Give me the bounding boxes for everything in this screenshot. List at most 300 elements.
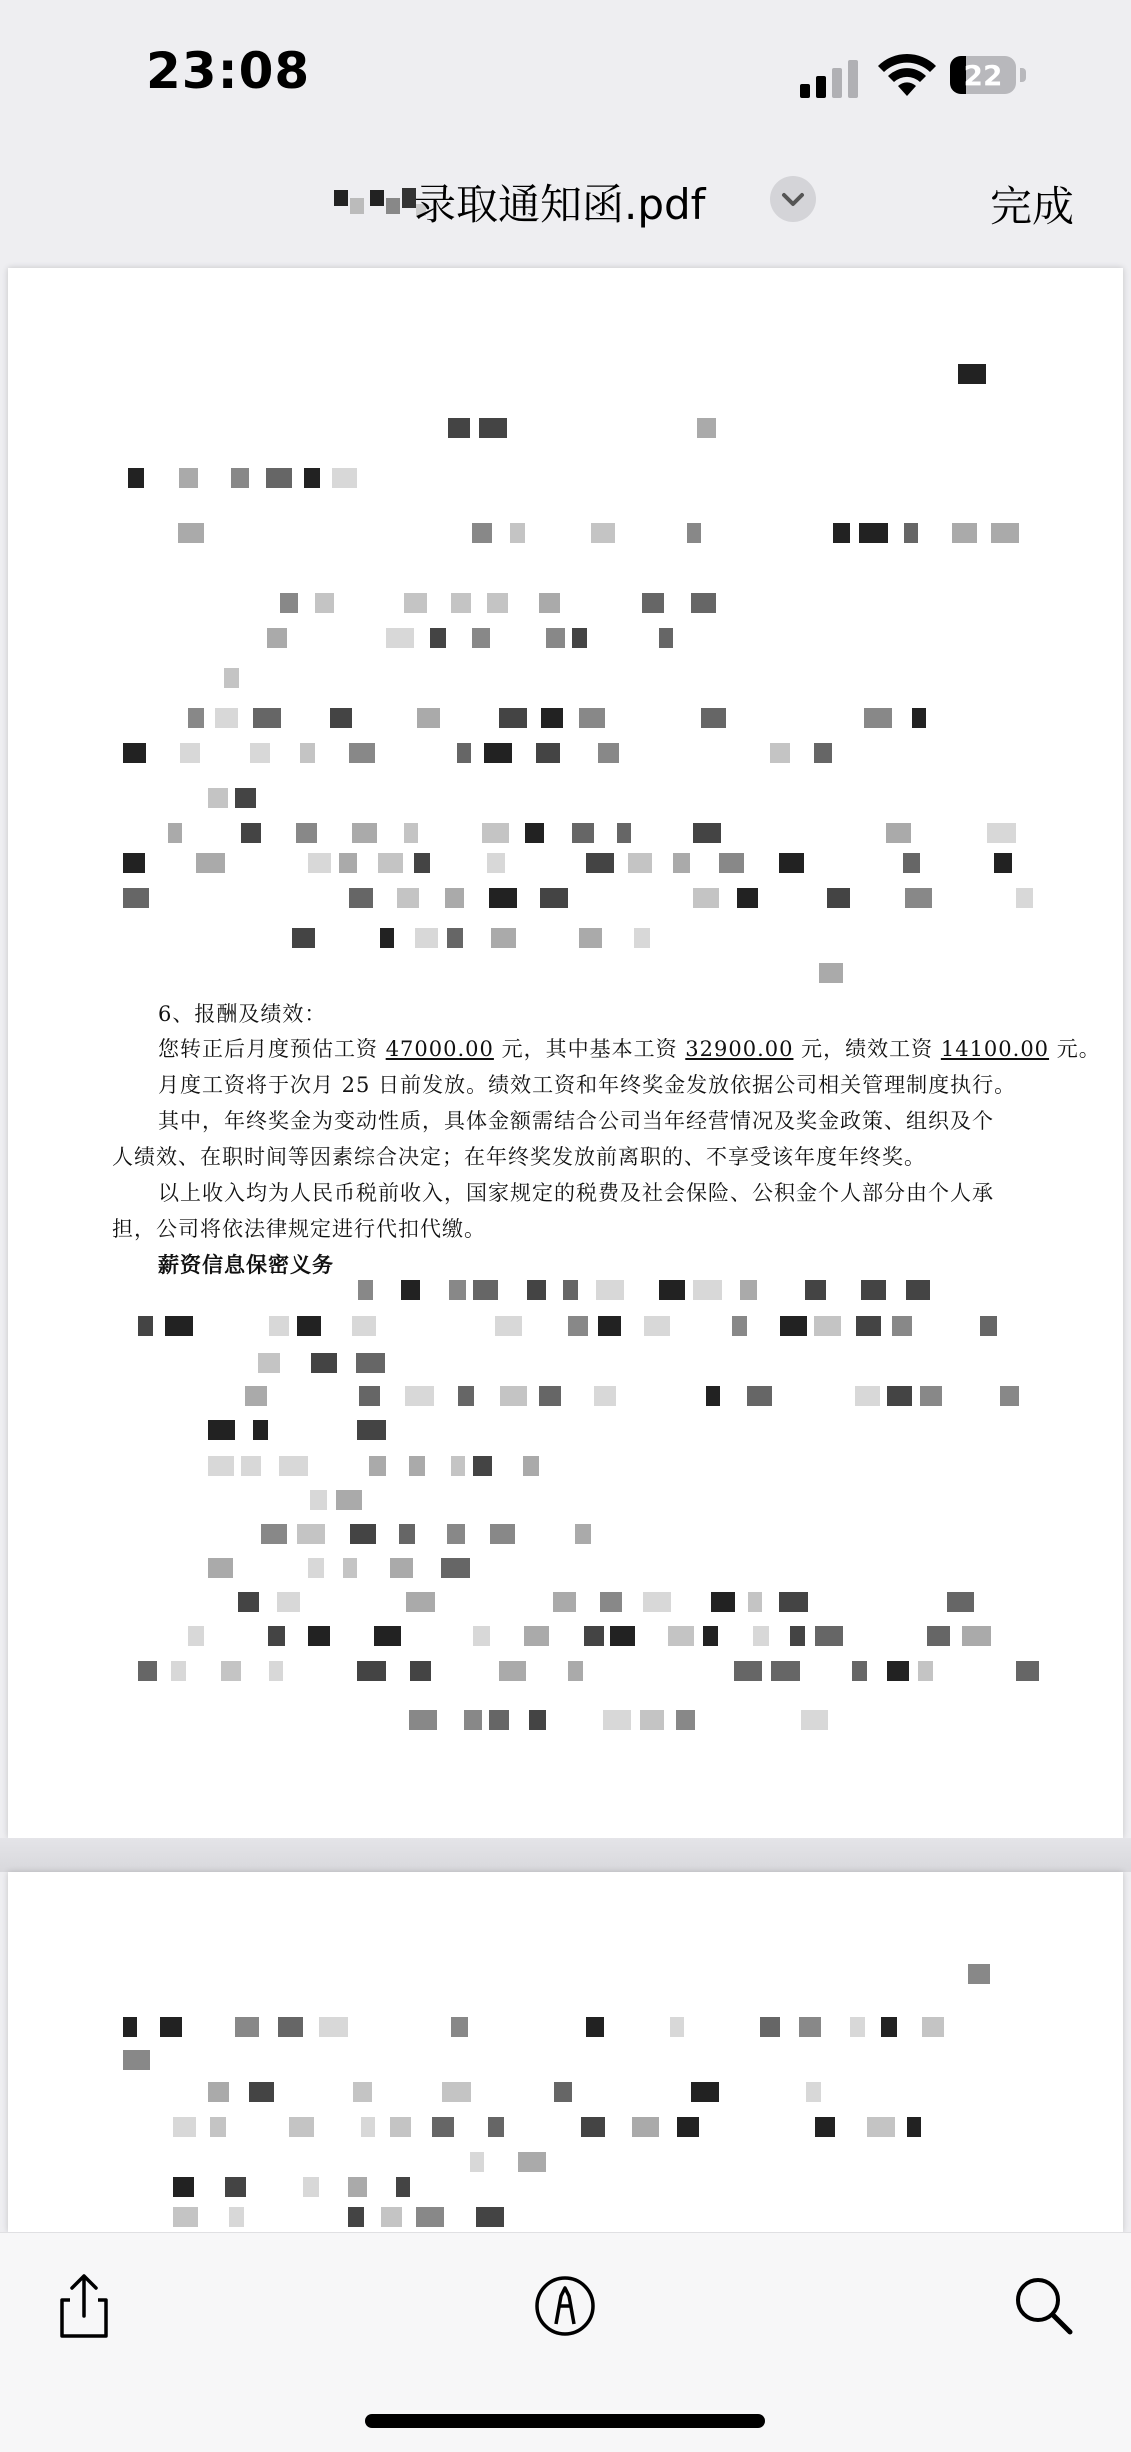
- redaction-block: [554, 2082, 572, 2102]
- redaction-block: [269, 1661, 283, 1681]
- redaction-block: [123, 888, 149, 908]
- redaction-block: [572, 628, 587, 648]
- redaction-block: [748, 1592, 762, 1612]
- pdf-page-1[interactable]: [8, 268, 1123, 1838]
- redaction-block: [464, 1710, 482, 1730]
- redaction-block: [912, 708, 926, 728]
- salary-line: [158, 1033, 1101, 1063]
- redaction-block: [747, 1386, 772, 1406]
- redaction-block: [348, 2207, 364, 2227]
- redaction-block: [779, 853, 804, 873]
- redaction-block: [659, 1280, 685, 1300]
- redaction-block: [451, 593, 471, 613]
- redaction-block: [138, 1316, 153, 1336]
- redaction-block: [245, 1386, 267, 1406]
- redaction-block: [267, 628, 287, 648]
- redaction-block: [987, 823, 1016, 843]
- title-menu-button[interactable]: [770, 176, 816, 222]
- redaction-block: [473, 1280, 498, 1300]
- redaction-block: [523, 1456, 539, 1476]
- redaction-block: [644, 1316, 670, 1336]
- redaction-block: [289, 2117, 314, 2137]
- redaction-block: [980, 1316, 997, 1336]
- redaction-block: [470, 2152, 484, 2172]
- redaction-block: [861, 1280, 886, 1300]
- redaction-block: [770, 743, 790, 763]
- redaction-block: [160, 2017, 182, 2037]
- redaction-block: [336, 1490, 362, 1510]
- redaction-block: [805, 1280, 826, 1300]
- redaction-block: [442, 2082, 471, 2102]
- redaction-block: [596, 1280, 624, 1300]
- markup-icon: [525, 2266, 605, 2346]
- redaction-block: [221, 1661, 241, 1681]
- redaction-block: [378, 853, 403, 873]
- redaction-block: [208, 788, 228, 808]
- redaction-block: [241, 823, 261, 843]
- redaction-block: [579, 928, 602, 948]
- redaction-block: [369, 1456, 386, 1476]
- redaction-block: [958, 364, 986, 384]
- redaction-block: [308, 853, 331, 873]
- redaction-block: [668, 1626, 694, 1646]
- markup-button[interactable]: [525, 2266, 605, 2346]
- redaction-block: [138, 1661, 157, 1681]
- redaction-block: [753, 1626, 769, 1646]
- redaction-block: [401, 1280, 420, 1300]
- redaction-block: [584, 1626, 604, 1646]
- redaction-block: [350, 1524, 376, 1544]
- redaction-block: [374, 1626, 401, 1646]
- redaction-block: [490, 1524, 515, 1544]
- redaction-block: [852, 1661, 867, 1681]
- salary-text: 元，绩效工资: [801, 1037, 934, 1061]
- redaction-block: [457, 743, 471, 763]
- redaction-block: [693, 888, 719, 908]
- redaction-block: [676, 1710, 695, 1730]
- redaction-block: [178, 523, 204, 543]
- redaction-block: [173, 2177, 194, 2197]
- redaction-block: [991, 523, 1019, 543]
- redaction-block: [632, 2117, 659, 2137]
- redaction-block: [806, 2082, 821, 2102]
- redaction-block: [487, 593, 508, 613]
- redaction-block: [799, 2017, 821, 2037]
- paragraph-line: 月度工资将于次月 25 日前发放。绩效工资和年终奖金发放依据公司相关管理制度执行。: [158, 1073, 1017, 1097]
- redaction-block: [414, 853, 430, 873]
- redaction-block: [927, 1626, 950, 1646]
- redaction-block: [396, 2177, 410, 2197]
- redaction-block: [711, 1592, 735, 1612]
- home-indicator: [365, 2414, 765, 2428]
- redaction-block: [677, 2117, 699, 2137]
- redaction-block: [819, 963, 843, 983]
- redaction-block: [417, 708, 440, 728]
- redaction-block: [404, 823, 418, 843]
- redaction-block: [510, 523, 525, 543]
- redaction-block: [308, 1626, 330, 1646]
- redaction-block: [572, 823, 594, 843]
- redaction-block: [128, 468, 144, 488]
- redaction-block: [539, 593, 560, 613]
- redaction-block: [687, 523, 701, 543]
- redaction-block: [691, 2082, 719, 2102]
- battery-icon: [950, 56, 1030, 94]
- redaction-block: [484, 743, 512, 763]
- redaction-block: [123, 853, 145, 873]
- redaction-block: [241, 1456, 261, 1476]
- redaction-block: [598, 1316, 621, 1336]
- redaction-block: [432, 2117, 454, 2137]
- redaction-block: [541, 708, 563, 728]
- redaction-block: [208, 2082, 229, 2102]
- redaction-block: [482, 823, 509, 843]
- redaction-block: [719, 853, 744, 873]
- redaction-block: [173, 2207, 198, 2227]
- redaction-block: [397, 888, 419, 908]
- paragraph-line: 担，公司将依法律规定进行代扣代缴。: [112, 1217, 486, 1241]
- redaction-block: [292, 928, 315, 948]
- redaction-block: [277, 1592, 300, 1612]
- redaction-block: [231, 468, 249, 488]
- redaction-block: [887, 1661, 909, 1681]
- redaction-block: [491, 928, 516, 948]
- redaction-block: [253, 1420, 268, 1440]
- redaction-block: [238, 1592, 259, 1612]
- redaction-block: [634, 928, 650, 948]
- redaction-block: [734, 1661, 762, 1681]
- redaction-block: [499, 1661, 526, 1681]
- paragraph-line: 人绩效、在职时间等因素综合决定；在年终奖发放前离职的、不享受该年度年终奖。: [112, 1145, 926, 1169]
- redaction-block: [339, 853, 357, 873]
- redaction-block: [553, 1592, 576, 1612]
- redaction-block: [188, 1626, 204, 1646]
- redaction-block: [703, 1626, 718, 1646]
- share-icon: [44, 2266, 124, 2346]
- redaction-block: [691, 593, 716, 613]
- redaction-block: [406, 1592, 435, 1612]
- redaction-block: [380, 928, 394, 948]
- redaction-block: [311, 1353, 337, 1373]
- search-icon: [1004, 2266, 1084, 2346]
- redaction-block: [343, 1558, 357, 1578]
- redaction-block: [409, 1456, 425, 1476]
- redaction-block: [850, 2017, 865, 2037]
- redaction-block: [563, 1280, 578, 1300]
- redaction-block: [179, 468, 198, 488]
- redaction-block: [962, 1626, 991, 1646]
- redaction-block: [235, 2017, 259, 2037]
- paragraph-heading: 6、报酬及绩效：: [158, 1002, 327, 1026]
- redaction-block: [253, 708, 281, 728]
- redaction-block: [867, 2117, 895, 2137]
- redaction-block: [353, 2082, 372, 2102]
- redaction-block: [673, 853, 690, 873]
- redaction-block: [188, 708, 204, 728]
- redaction-block: [864, 708, 892, 728]
- status-time: 23:08: [146, 42, 311, 100]
- redaction-block: [947, 1592, 974, 1612]
- redaction-block: [833, 523, 850, 543]
- redaction-block: [315, 593, 334, 613]
- redaction-block: [349, 888, 373, 908]
- redaction-block: [173, 2117, 196, 2137]
- redaction-block: [586, 2017, 604, 2037]
- redaction-block: [473, 1626, 490, 1646]
- performance-salary-value: 14100.00: [940, 1037, 1050, 1061]
- redaction-block: [404, 593, 427, 613]
- redaction-block: [827, 888, 850, 908]
- redaction-block: [994, 853, 1012, 873]
- redaction-block: [856, 1316, 881, 1336]
- redaction-block: [399, 1524, 415, 1544]
- redaction-block: [697, 418, 716, 438]
- redaction-block: [448, 418, 470, 438]
- share-button[interactable]: [44, 2266, 124, 2346]
- redaction-block: [586, 853, 614, 873]
- redaction-block: [308, 1558, 324, 1578]
- redaction-block: [628, 853, 652, 873]
- redaction-block: [168, 823, 182, 843]
- redaction-block: [524, 1626, 549, 1646]
- redaction-block: [539, 1386, 561, 1406]
- redaction-block: [476, 2207, 504, 2227]
- redaction-block: [760, 2017, 780, 2037]
- redaction-block: [706, 1386, 720, 1406]
- redaction-block: [771, 1661, 800, 1681]
- redaction-block: [815, 1626, 843, 1646]
- redaction-block: [610, 1626, 635, 1646]
- redaction-block: [529, 1710, 546, 1730]
- redaction-block: [473, 1456, 492, 1476]
- redaction-block: [591, 523, 615, 543]
- redaction-block: [918, 1661, 933, 1681]
- redaction-block: [451, 1456, 465, 1476]
- redaction-block: [536, 743, 560, 763]
- redaction-block: [268, 1626, 285, 1646]
- redaction-block: [887, 1386, 912, 1406]
- redaction-block: [300, 743, 315, 763]
- redaction-block: [349, 743, 375, 763]
- redaction-block: [357, 1420, 386, 1440]
- redaction-block: [224, 668, 239, 688]
- redaction-block: [640, 1710, 664, 1730]
- redaction-block: [527, 1280, 546, 1300]
- redaction-block: [357, 1661, 386, 1681]
- redaction-block: [495, 1316, 522, 1336]
- redaction-block: [1000, 1386, 1019, 1406]
- redaction-block: [892, 1316, 912, 1336]
- redaction-block: [603, 1710, 631, 1730]
- redaction-block: [123, 743, 146, 763]
- redaction-block: [458, 1386, 474, 1406]
- redaction-block: [693, 1280, 722, 1300]
- salary-text: 元。: [1056, 1037, 1101, 1061]
- redaction-block: [670, 2017, 684, 2037]
- redaction-block: [814, 743, 832, 763]
- redaction-block: [215, 708, 238, 728]
- salary-text: 您转正后月度预估工资: [158, 1037, 378, 1061]
- redaction-block: [358, 1280, 373, 1300]
- document-title: 录取通知函.pdf: [414, 180, 706, 229]
- redaction-block: [737, 888, 758, 908]
- redaction-block: [1016, 888, 1033, 908]
- salary-text: 元，其中基本工资: [501, 1037, 678, 1061]
- redaction-block: [701, 708, 726, 728]
- redaction-block: [968, 1964, 990, 1984]
- redaction-block: [235, 788, 256, 808]
- redaction-block: [332, 468, 357, 488]
- redaction-block: [210, 2117, 226, 2137]
- redaction-block: [903, 853, 920, 873]
- chevron-down-icon: [770, 176, 816, 222]
- redaction-block: [447, 1524, 465, 1544]
- redaction-block: [381, 2207, 402, 2227]
- done-button[interactable]: 完成: [990, 182, 1075, 231]
- redaction-block: [430, 628, 446, 648]
- pdf-page-2[interactable]: [8, 1872, 1123, 2232]
- monthly-salary-value: 47000.00: [385, 1037, 494, 1061]
- redaction-block: [352, 1316, 376, 1336]
- redaction-block: [575, 1524, 591, 1544]
- redaction-block: [390, 1558, 413, 1578]
- redaction-block: [487, 853, 505, 873]
- redaction-block: [208, 1420, 235, 1440]
- redaction-block: [922, 2017, 944, 2037]
- redaction-block: [732, 1316, 747, 1336]
- redaction-block: [405, 1386, 434, 1406]
- redaction-block: [359, 1386, 380, 1406]
- redaction-block: [780, 1316, 807, 1336]
- redaction-block: [1016, 1661, 1039, 1681]
- redaction-block: [859, 523, 888, 543]
- paragraph-line: 以上收入均为人民币税前收入，国家规定的税费及社会保险、公积金个人部分由个人承: [158, 1181, 994, 1205]
- redaction-block: [886, 823, 911, 843]
- redaction-block: [740, 1280, 757, 1300]
- redaction-block: [258, 1353, 280, 1373]
- redaction-block: [250, 743, 270, 763]
- redaction-block: [449, 1280, 466, 1300]
- redaction-block: [279, 1456, 308, 1476]
- redaction-block: [123, 2050, 150, 2070]
- redaction-block: [489, 888, 517, 908]
- redaction-block: [303, 2177, 319, 2197]
- redaction-block: [390, 2117, 411, 2137]
- wifi-icon: [878, 52, 936, 96]
- redaction-block: [196, 853, 225, 873]
- redaction-block: [297, 1524, 325, 1544]
- cellular-signal-icon: [800, 58, 862, 98]
- redaction-block: [568, 1316, 588, 1336]
- redaction-block: [643, 1592, 671, 1612]
- redaction-block: [180, 743, 200, 763]
- redaction-block: [568, 1661, 583, 1681]
- base-salary-value: 32900.00: [685, 1037, 794, 1061]
- redaction-block: [304, 468, 320, 488]
- redaction-block: [266, 468, 292, 488]
- redaction-block: [790, 1626, 805, 1646]
- redaction-block: [352, 823, 377, 843]
- redaction-block: [171, 1661, 186, 1681]
- redaction-block: [488, 2117, 504, 2137]
- redaction-block: [297, 1316, 321, 1336]
- redaction-block: [361, 2117, 375, 2137]
- redaction-block: [920, 1386, 942, 1406]
- redaction-block: [801, 1710, 828, 1730]
- redaction-block: [229, 2207, 244, 2227]
- redaction-block: [280, 593, 298, 613]
- redaction-block: [165, 1316, 193, 1336]
- redaction-block: [659, 628, 673, 648]
- redaction-block: [447, 928, 463, 948]
- redaction-block: [278, 2017, 303, 2037]
- redaction-block: [415, 928, 438, 948]
- redaction-block: [445, 888, 464, 908]
- redaction-block: [489, 1710, 509, 1730]
- redaction-block: [208, 1456, 234, 1476]
- redaction-block: [855, 1386, 880, 1406]
- redaction-block: [598, 743, 619, 763]
- redaction-block: [319, 2017, 348, 2037]
- battery-level: 22: [963, 59, 1003, 92]
- redaction-block: [518, 2152, 546, 2172]
- redaction-block: [269, 1316, 289, 1336]
- redaction-block: [905, 888, 932, 908]
- redaction-block: [881, 2017, 897, 2037]
- search-button[interactable]: [1004, 2266, 1084, 2346]
- redaction-block: [500, 1386, 527, 1406]
- paragraph-line: 其中，年终奖金为变动性质，具体金额需结合公司当年经营情况及奖金政策、组织及个: [158, 1109, 994, 1133]
- redaction-block: [296, 823, 317, 843]
- redaction-block: [330, 708, 352, 728]
- redaction-block: [579, 708, 605, 728]
- redaction-block: [208, 1558, 233, 1578]
- redaction-block: [356, 1353, 385, 1373]
- redaction-block: [642, 593, 664, 613]
- redaction-block: [540, 888, 568, 908]
- confidentiality-heading: 薪资信息保密义务: [158, 1252, 334, 1277]
- redaction-block: [479, 418, 507, 438]
- redaction-block: [581, 2117, 605, 2137]
- redaction-block: [594, 1386, 616, 1406]
- redaction-block: [814, 1316, 841, 1336]
- redaction-block: [348, 2177, 367, 2197]
- redaction-block: [499, 708, 527, 728]
- redaction-block: [123, 2017, 137, 2037]
- redaction-block: [952, 523, 977, 543]
- redaction-block: [409, 1710, 437, 1730]
- redaction-block: [310, 1490, 327, 1510]
- redaction-block: [546, 628, 565, 648]
- redaction-block: [693, 823, 721, 843]
- redaction-block: [441, 1558, 470, 1578]
- redaction-block: [249, 2082, 274, 2102]
- redaction-block: [472, 628, 490, 648]
- redaction-block: [906, 1280, 930, 1300]
- redaction-block: [779, 1592, 808, 1612]
- redaction-block: [617, 823, 631, 843]
- redaction-block: [451, 2017, 468, 2037]
- redaction-block: [410, 1661, 431, 1681]
- redaction-block: [472, 523, 492, 543]
- redaction-block: [907, 2117, 921, 2137]
- redaction-block: [261, 1524, 287, 1544]
- redaction-block: [416, 2207, 444, 2227]
- redaction-block: [225, 2177, 246, 2197]
- page-separator: [0, 1838, 1131, 1872]
- redaction-block: [525, 823, 544, 843]
- redaction-block: [386, 628, 414, 648]
